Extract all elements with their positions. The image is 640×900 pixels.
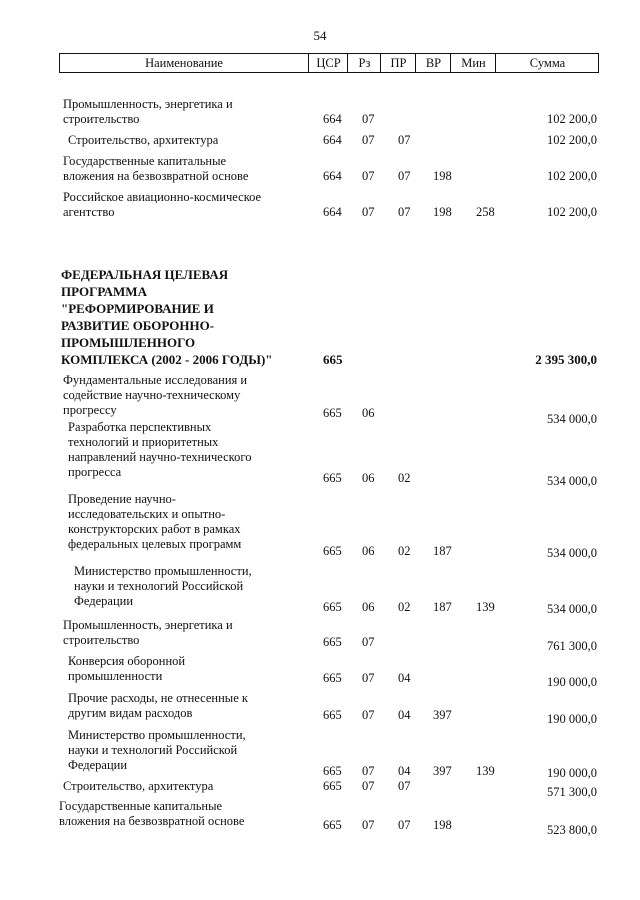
row-sum: 190 000,0 [547, 675, 597, 689]
page-number: 54 [313, 28, 327, 43]
row-pr: 07 [398, 818, 411, 832]
header-pr: ПР [380, 54, 416, 72]
row-sum: 102 200,0 [547, 205, 597, 219]
row-vr: 187 [433, 600, 452, 614]
row-csr: 665 [323, 600, 342, 614]
row-name: Разработка перспективных технологий и приоритетных направлений научно-технического прогресса [68, 420, 252, 479]
row-sum: 102 200,0 [547, 112, 597, 126]
row-vr: 397 [433, 764, 452, 778]
row-name: Фундаментальные исследования и содействие научно-техническому прогрессу [63, 373, 248, 417]
row-pr: 07 [398, 205, 411, 219]
row-csr: 665 [323, 708, 342, 722]
row-rz: 07 [362, 779, 375, 793]
row-csr: 665 [323, 818, 342, 832]
row-csr: 665 [323, 352, 343, 367]
row-name: Проведение научно- исследовательских и опытно- конструкторских работ в рамках федеральных целевых программ [68, 492, 242, 551]
row-sum: 534 000,0 [547, 412, 597, 426]
row-pr: 07 [398, 133, 411, 147]
row-pr: 07 [398, 779, 411, 793]
row-rz: 07 [362, 708, 375, 722]
row-sum: 2 395 300,0 [535, 352, 597, 367]
row-rz: 06 [362, 471, 375, 485]
row-sum: 190 000,0 [547, 712, 597, 726]
row-pr: 02 [398, 471, 411, 485]
header-rz: Рз [347, 54, 381, 72]
row-rz: 06 [362, 406, 375, 420]
header-sum: Сумма [495, 54, 599, 72]
header-min: Мин [450, 54, 496, 72]
row-vr: 198 [433, 818, 452, 832]
row-csr: 664 [323, 169, 342, 183]
row-csr: 664 [323, 133, 342, 147]
row-name: Строительство, архитектура [63, 779, 214, 793]
row-rz: 07 [362, 133, 375, 147]
row-pr: 04 [398, 708, 411, 722]
row-name: Российское авиационно-космическое агентство [63, 190, 262, 219]
row-csr: 664 [323, 112, 342, 126]
row-csr: 665 [323, 544, 342, 558]
row-csr: 665 [323, 779, 342, 793]
row-vr: 187 [433, 544, 452, 558]
row-name: Строительство, архитектура [68, 133, 219, 147]
row-pr: 02 [398, 600, 411, 614]
row-name: Государственные капитальные вложения на безвозвратной основе [63, 154, 249, 183]
row-csr: 664 [323, 205, 342, 219]
row-sum: 523 800,0 [547, 823, 597, 837]
row-vr: 397 [433, 708, 452, 722]
row-sum: 190 000,0 [547, 766, 597, 780]
row-pr: 02 [398, 544, 411, 558]
row-sum: 534 000,0 [547, 602, 597, 616]
row-name: Промышленность, энергетика и строительство [63, 97, 233, 126]
row-min: 258 [476, 205, 495, 219]
row-sum: 102 200,0 [547, 133, 597, 147]
header-vr: ВР [415, 54, 451, 72]
row-vr: 198 [433, 169, 452, 183]
row-min: 139 [476, 600, 495, 614]
row-sum: 534 000,0 [547, 546, 597, 560]
row-rz: 07 [362, 764, 375, 778]
row-sum: 534 000,0 [547, 474, 597, 488]
row-sum: 102 200,0 [547, 169, 597, 183]
row-rz: 07 [362, 818, 375, 832]
header-csr: ЦСР [308, 54, 348, 72]
row-rz: 07 [362, 635, 375, 649]
row-rz: 06 [362, 544, 375, 558]
row-rz: 06 [362, 600, 375, 614]
row-rz: 07 [362, 169, 375, 183]
row-name: Государственные капитальные вложения на безвозвратной основе [59, 799, 245, 828]
row-sum: 571 300,0 [547, 785, 597, 799]
row-pr: 04 [398, 764, 411, 778]
header-name: Наименование [145, 56, 223, 70]
row-sum: 761 300,0 [547, 639, 597, 653]
row-name: Промышленность, энергетика и строительство [63, 618, 233, 647]
row-name: Конверсия оборонной промышленности [68, 654, 186, 683]
row-vr: 198 [433, 205, 452, 219]
row-rz: 07 [362, 671, 375, 685]
row-name: Прочие расходы, не отнесенные к другим видам расходов [68, 691, 248, 720]
row-csr: 665 [323, 764, 342, 778]
row-csr: 665 [323, 635, 342, 649]
row-name: Министерство промышленности, науки и технологий Российской Федерации [68, 728, 246, 772]
row-name: Министерство промышленности, науки и технологий Российской Федерации [74, 564, 252, 608]
row-rz: 07 [362, 205, 375, 219]
program-title: ФЕДЕРАЛЬНАЯ ЦЕЛЕВАЯ ПРОГРАММА "РЕФОРМИРОВАНИЕ И РАЗВИТИЕ ОБОРОННО- ПРОМЫШЛЕННОГО КОМПЛЕКСА (2002 - 2006 ГОДЫ)" [61, 267, 273, 367]
row-pr: 07 [398, 169, 411, 183]
row-pr: 04 [398, 671, 411, 685]
row-min: 139 [476, 764, 495, 778]
table-header [59, 53, 599, 73]
row-rz: 07 [362, 112, 375, 126]
row-csr: 665 [323, 471, 342, 485]
row-csr: 665 [323, 406, 342, 420]
row-csr: 665 [323, 671, 342, 685]
